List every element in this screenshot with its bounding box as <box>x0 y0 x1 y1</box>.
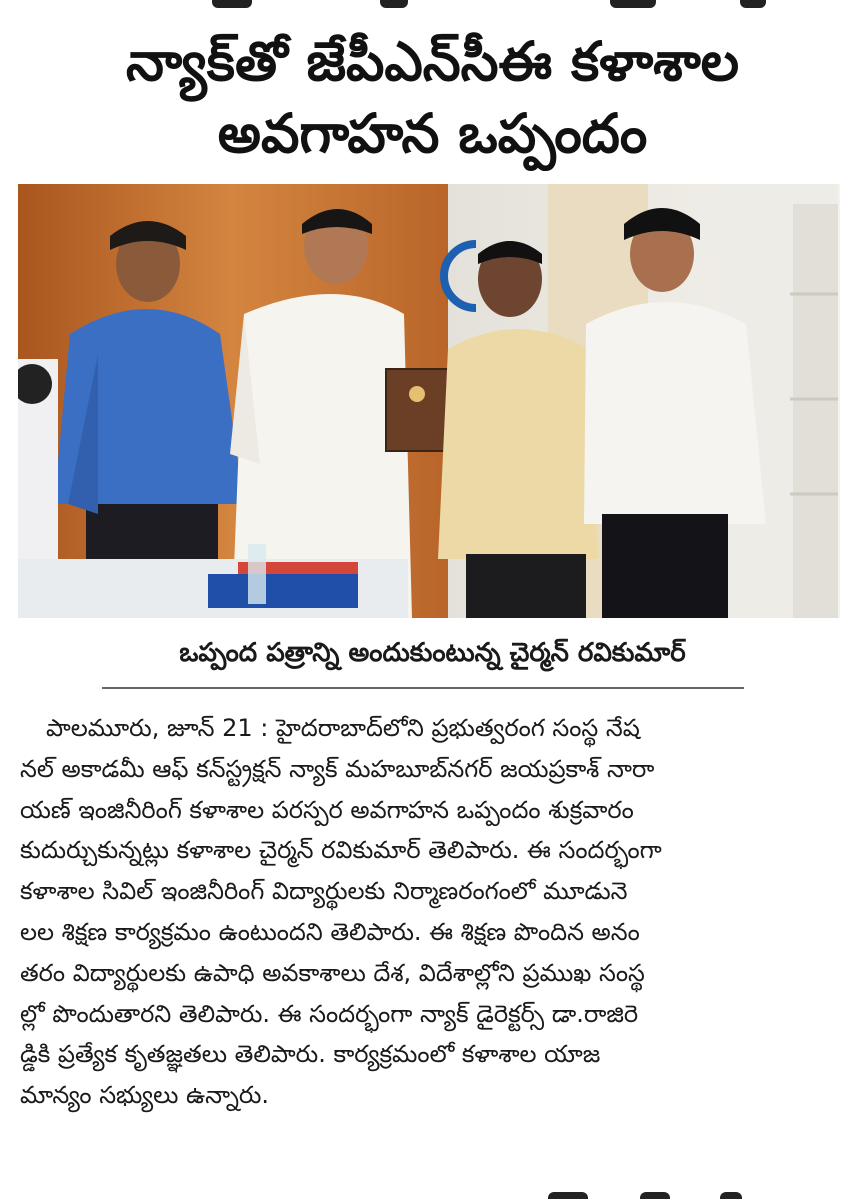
news-photo <box>18 184 840 618</box>
headline <box>0 26 865 170</box>
article-line: తరం విద్యార్థులకు ఉపాధి అవకాశాలు దేశ, విదేశాల్లోని ప్రముఖ సంస్థ <box>20 958 645 987</box>
photo-caption: ఒప్పంద పత్రాన్ని అందుకుంటున్న చైర్మన్ రవికుమార్ <box>179 638 686 668</box>
article-line: నల్ అకాడమీ ఆఫ్ కన్‌స్ట్రక్షన్ న్యాక్ మహబూబ్‌నగర్ జయప్రకాశ్ నారా <box>20 754 655 783</box>
article-line: కుదుర్చుకున్నట్లు కళాశాల చైర్మన్ రవికుమార్ తెలిపారు. ఈ సందర్భంగా <box>20 836 662 865</box>
article-line: మాన్యం సభ్యులు ఉన్నారు. <box>20 1081 270 1110</box>
caption-divider <box>102 687 744 689</box>
article-line: ల్లో పొందుతారని తెలిపారు. ఈ సందర్భంగా న్యాక్ డైరెక్టర్స్ డా.రాజిరె <box>20 999 639 1028</box>
article-line: కళాశాల సివిల్ ఇంజినీరింగ్ విద్యార్థులకు నిర్మాణరంగంలో మూడునె <box>20 877 628 906</box>
article-body <box>20 708 846 1116</box>
bottom-cropped-text <box>0 1186 865 1199</box>
top-cropped-text <box>0 0 865 14</box>
headline-line-2: అవగాహన ఒప్పందం <box>217 102 648 165</box>
article-line: డ్డికి ప్రత్యేక కృతజ్ఞతలు తెలిపారు. కార్యక్రమంలో కళాశాల యాజ <box>20 1040 601 1069</box>
headline-line-1: న్యాక్‌తో జేపీఎన్‌సీఈ కళాశాల <box>125 30 740 93</box>
article-line: పాలమూరు, జూన్ 21 : హైదరాబాద్‌లోని ప్రభుత్వరంగ సంస్థ నేష <box>46 714 640 742</box>
article-line: లల శిక్షణ కార్యక్రమం ఉంటుందని తెలిపారు. ఈ శిక్షణ పొందిన అనం <box>20 917 640 946</box>
article-line: యణ్ ఇంజినీరింగ్ కళాశాల పరస్పర అవగాహన ఒప్పందం శుక్రవారం <box>20 795 634 824</box>
